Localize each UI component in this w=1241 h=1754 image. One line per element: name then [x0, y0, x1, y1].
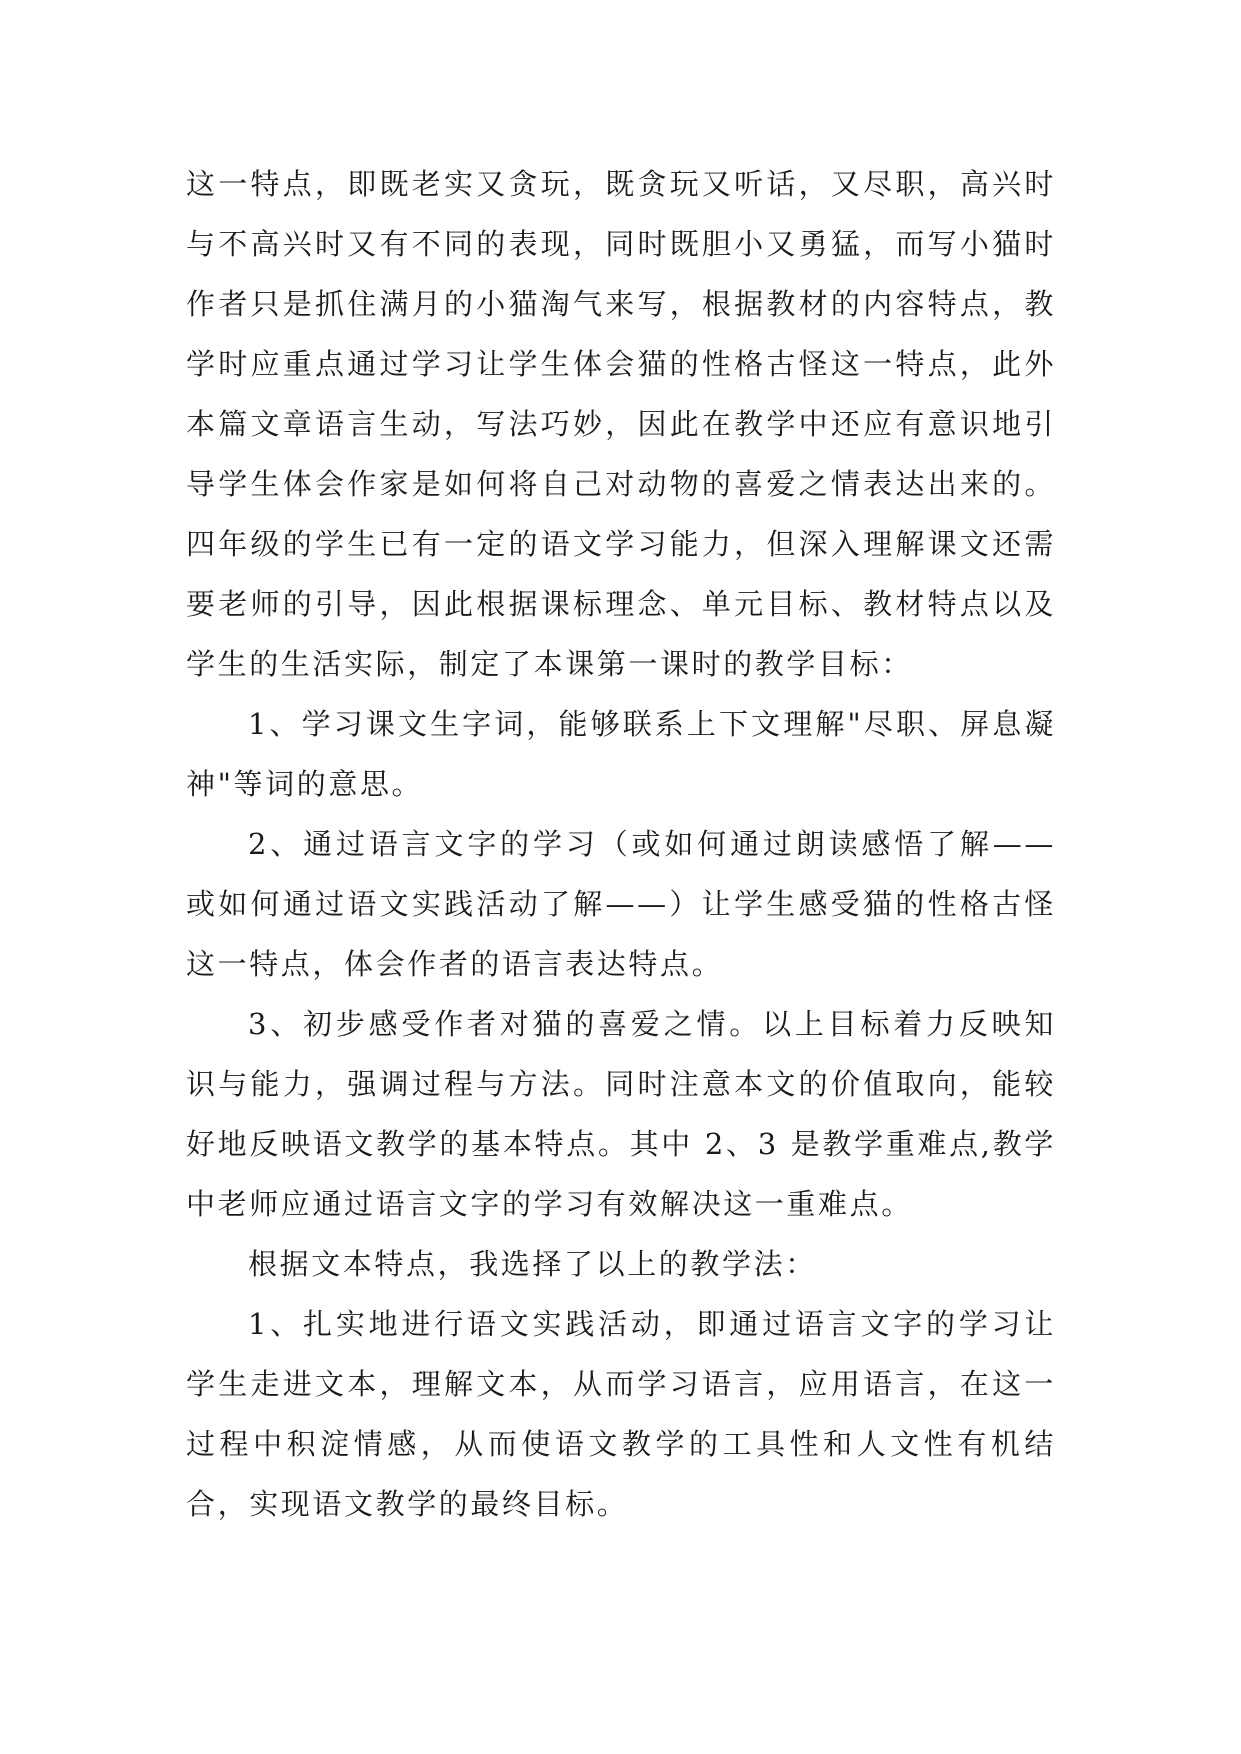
paragraph-goal-1: 1、学习课文生字词，能够联系上下文理解"尽职、屏息凝神"等词的意思。	[186, 707, 1056, 801]
document-body	[186, 154, 1056, 1534]
paragraph-goal-2: 2、通过语言文字的学习（或如何通过朗读感悟了解——或如何通过语文实践活动了解——）让学生感受猫的性格古怪这一特点，体会作者的语言表达特点。	[186, 827, 1056, 981]
paragraph-method-1: 1、扎实地进行语文实践活动，即通过语言文字的学习让学生走进文本，理解文本，从而学习语言，应用语言，在这一过程中积淀情感，从而使语文教学的工具性和人文性有机结合，实现语文教学的最终目标。	[186, 1307, 1056, 1521]
paragraph-intro: 这一特点，即既老实又贪玩，既贪玩又听话，又尽职，高兴时与不高兴时又有不同的表现，同时既胆小又勇猛，而写小猫时作者只是抓住满月的小猫淘气来写，根据教材的内容特点，教学时应重点通过学习让学生体会猫的性格古怪这一特点，此外本篇文章语言生动，写法巧妙，因此在教学中还应有意识地引导学生体会作家是如何将自己对动物的喜爱之情表达出来的。四年级的学生已有一定的语文学习能力，但深入理解课文还需要老师的引导，因此根据课标理念、单元目标、教材特点以及学生的生活实际，制定了本课第一课时的教学目标：	[186, 167, 1056, 681]
paragraph-goal-3: 3、初步感受作者对猫的喜爱之情。以上目标着力反映知识与能力，强调过程与方法。同时注意本文的价值取向，能较好地反映语文教学的基本特点。其中 2、3 是教学重难点,教学中老师应通过语言文字的学习有效解决这一重难点。	[186, 1007, 1056, 1221]
paragraph-method-intro: 根据文本特点，我选择了以上的教学法：	[248, 1247, 817, 1281]
